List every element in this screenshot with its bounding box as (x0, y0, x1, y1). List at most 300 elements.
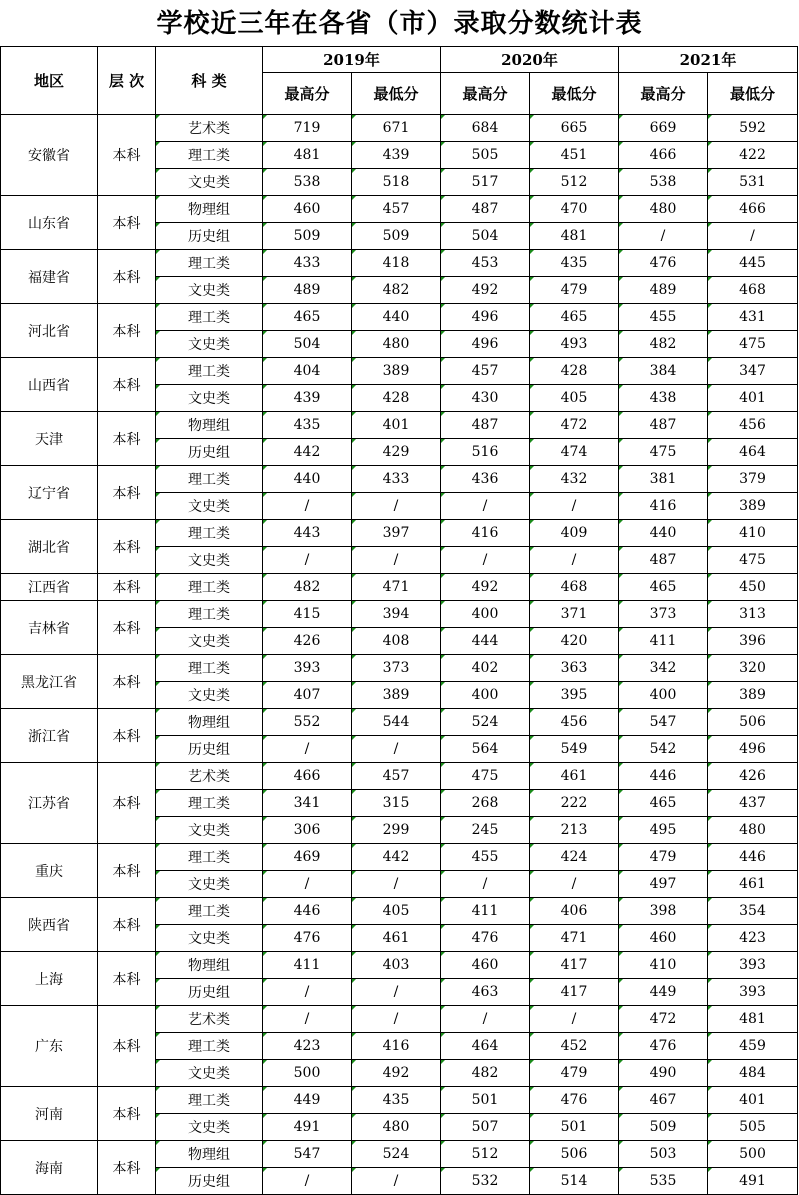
score-cell: 379 (708, 466, 798, 493)
region-cell: 江西省 (1, 574, 98, 601)
score-cell: 418 (352, 250, 441, 277)
score-cell: 466 (263, 763, 352, 790)
score-cell: 500 (708, 1141, 798, 1168)
table-row (1, 250, 798, 277)
score-cell: 505 (441, 142, 530, 169)
region-cell: 福建省 (1, 250, 98, 304)
region-cell: 重庆 (1, 844, 98, 898)
subject-cell: 文史类 (156, 925, 263, 952)
score-cell: 476 (619, 1033, 708, 1060)
score-cell: 417 (530, 952, 619, 979)
score-cell: / (352, 871, 441, 898)
score-cell: 446 (708, 844, 798, 871)
score-cell: 460 (619, 925, 708, 952)
score-cell: 406 (530, 898, 619, 925)
score-cell: / (530, 1006, 619, 1033)
score-cell: / (708, 223, 798, 250)
score-cell: 468 (708, 277, 798, 304)
table-row (1, 466, 798, 493)
score-cell: 482 (441, 1060, 530, 1087)
score-cell: / (530, 493, 619, 520)
score-cell: 564 (441, 736, 530, 763)
score-cell: 480 (619, 196, 708, 223)
score-cell: 398 (619, 898, 708, 925)
score-cell: 471 (352, 574, 441, 601)
score-cell: 479 (619, 844, 708, 871)
score-cell: / (530, 547, 619, 574)
score-cell: 299 (352, 817, 441, 844)
subject-cell: 文史类 (156, 871, 263, 898)
score-cell: 429 (352, 439, 441, 466)
subject-cell: 历史组 (156, 223, 263, 250)
score-cell: 444 (441, 628, 530, 655)
score-cell: 404 (263, 358, 352, 385)
score-cell: 245 (441, 817, 530, 844)
score-cell: 538 (263, 169, 352, 196)
score-cell: 479 (530, 1060, 619, 1087)
table-row (1, 358, 798, 385)
score-cell: 393 (708, 979, 798, 1006)
score-cell: 465 (530, 304, 619, 331)
score-cell: 469 (263, 844, 352, 871)
score-cell: 411 (441, 898, 530, 925)
score-cell: 320 (708, 655, 798, 682)
score-cell: 410 (619, 952, 708, 979)
score-cell: 504 (263, 331, 352, 358)
score-cell: 389 (708, 493, 798, 520)
subject-cell: 文史类 (156, 1060, 263, 1087)
score-cell: 476 (619, 250, 708, 277)
score-cell: 432 (530, 466, 619, 493)
score-cell: / (441, 871, 530, 898)
score-cell: 456 (708, 412, 798, 439)
subject-cell: 艺术类 (156, 1006, 263, 1033)
header-max-2021: 最高分 (619, 73, 708, 115)
score-cell: 394 (352, 601, 441, 628)
score-cell: 461 (708, 871, 798, 898)
score-cell: / (441, 547, 530, 574)
score-cell: 532 (441, 1168, 530, 1195)
level-cell: 本科 (98, 763, 156, 844)
score-cell: 482 (619, 331, 708, 358)
score-cell: 544 (352, 709, 441, 736)
subject-cell: 文史类 (156, 817, 263, 844)
score-cell: 497 (619, 871, 708, 898)
score-cell: / (619, 223, 708, 250)
score-cell: 459 (708, 1033, 798, 1060)
score-cell: 384 (619, 358, 708, 385)
score-cell: / (263, 871, 352, 898)
score-cell: 480 (352, 331, 441, 358)
score-cell: 496 (441, 331, 530, 358)
score-cell: 542 (619, 736, 708, 763)
header-min-2020: 最低分 (530, 73, 619, 115)
score-cell: 552 (263, 709, 352, 736)
subject-cell: 物理组 (156, 1141, 263, 1168)
score-cell: 396 (708, 628, 798, 655)
page-title: 学校近三年在各省（市）录取分数统计表 (156, 9, 643, 39)
score-cell: 400 (441, 601, 530, 628)
score-cell: 487 (441, 196, 530, 223)
subject-cell: 理工类 (156, 142, 263, 169)
region-cell: 山西省 (1, 358, 98, 412)
score-cell: 495 (619, 817, 708, 844)
score-cell: 416 (441, 520, 530, 547)
header-year-2021: 2021年 (619, 47, 798, 73)
score-cell: 465 (619, 790, 708, 817)
subject-cell: 理工类 (156, 520, 263, 547)
table-row (1, 520, 798, 547)
table-row (1, 709, 798, 736)
subject-cell: 文史类 (156, 547, 263, 574)
score-cell: 426 (263, 628, 352, 655)
score-cell: 407 (263, 682, 352, 709)
score-cell: 435 (263, 412, 352, 439)
region-cell: 天津 (1, 412, 98, 466)
score-cell: 411 (263, 952, 352, 979)
subject-cell: 物理组 (156, 412, 263, 439)
score-cell: 442 (352, 844, 441, 871)
score-cell: 313 (708, 601, 798, 628)
header-min-2021: 最低分 (708, 73, 798, 115)
score-cell: 389 (352, 682, 441, 709)
score-cell: 501 (530, 1114, 619, 1141)
score-cell: 468 (530, 574, 619, 601)
subject-cell: 文史类 (156, 682, 263, 709)
level-cell: 本科 (98, 358, 156, 412)
score-cell: 460 (263, 196, 352, 223)
score-cell: 475 (708, 331, 798, 358)
score-cell: / (441, 493, 530, 520)
score-cell: 492 (441, 277, 530, 304)
score-cell: 512 (441, 1141, 530, 1168)
score-cell: 517 (441, 169, 530, 196)
subject-cell: 文史类 (156, 493, 263, 520)
score-cell: 389 (708, 682, 798, 709)
score-cell: 395 (530, 682, 619, 709)
score-cell: 457 (352, 763, 441, 790)
header-level: 层 次 (98, 47, 156, 115)
score-cell: 472 (619, 1006, 708, 1033)
score-cell: 426 (708, 763, 798, 790)
score-cell: 493 (530, 331, 619, 358)
score-cell: 465 (263, 304, 352, 331)
score-cell: 476 (263, 925, 352, 952)
score-cell: 507 (441, 1114, 530, 1141)
score-cell: 400 (441, 682, 530, 709)
subject-cell: 理工类 (156, 898, 263, 925)
score-cell: 471 (530, 925, 619, 952)
score-cell: 509 (263, 223, 352, 250)
score-cell: 506 (530, 1141, 619, 1168)
score-cell: 487 (619, 547, 708, 574)
score-cell: 461 (530, 763, 619, 790)
level-cell: 本科 (98, 1006, 156, 1087)
score-cell: 452 (530, 1033, 619, 1060)
level-cell: 本科 (98, 844, 156, 898)
region-cell: 广东 (1, 1006, 98, 1087)
score-cell: 484 (708, 1060, 798, 1087)
score-cell: / (441, 1006, 530, 1033)
region-cell: 河北省 (1, 304, 98, 358)
subject-cell: 理工类 (156, 844, 263, 871)
subject-cell: 艺术类 (156, 763, 263, 790)
score-cell: 405 (352, 898, 441, 925)
score-cell: 514 (530, 1168, 619, 1195)
score-cell: 416 (352, 1033, 441, 1060)
subject-cell: 文史类 (156, 169, 263, 196)
level-cell: 本科 (98, 709, 156, 763)
score-cell: 457 (352, 196, 441, 223)
level-cell: 本科 (98, 196, 156, 250)
region-cell: 浙江省 (1, 709, 98, 763)
table-row (1, 844, 798, 871)
score-cell: / (530, 871, 619, 898)
score-cell: 417 (530, 979, 619, 1006)
score-cell: 509 (619, 1114, 708, 1141)
score-cell: 475 (441, 763, 530, 790)
score-cell: 524 (441, 709, 530, 736)
score-cell: 535 (619, 1168, 708, 1195)
score-cell: 408 (352, 628, 441, 655)
header-year-2019: 2019年 (263, 47, 441, 73)
score-cell: 373 (352, 655, 441, 682)
subject-cell: 历史组 (156, 979, 263, 1006)
score-cell: 455 (441, 844, 530, 871)
score-cell: 503 (619, 1141, 708, 1168)
score-cell: / (263, 736, 352, 763)
score-cell: 442 (263, 439, 352, 466)
subject-cell: 文史类 (156, 1114, 263, 1141)
table-row (1, 196, 798, 223)
subject-cell: 文史类 (156, 628, 263, 655)
score-cell: 492 (441, 574, 530, 601)
score-cell: / (352, 1168, 441, 1195)
score-cell: 446 (263, 898, 352, 925)
table-row (1, 1141, 798, 1168)
score-cell: 393 (263, 655, 352, 682)
header-year-2020: 2020年 (441, 47, 619, 73)
score-cell: 347 (708, 358, 798, 385)
score-cell: 428 (352, 385, 441, 412)
score-cell: 476 (530, 1087, 619, 1114)
score-cell: 449 (263, 1087, 352, 1114)
header-subject: 科 类 (156, 47, 263, 115)
region-cell: 海南 (1, 1141, 98, 1195)
score-cell: / (352, 1006, 441, 1033)
score-cell: 424 (530, 844, 619, 871)
score-cell: / (263, 1006, 352, 1033)
score-cell: 464 (708, 439, 798, 466)
score-cell: 422 (708, 142, 798, 169)
score-cell: 665 (530, 115, 619, 142)
score-cell: 475 (619, 439, 708, 466)
score-cell: 400 (619, 682, 708, 709)
score-cell: 342 (619, 655, 708, 682)
header-region: 地区 (1, 47, 98, 115)
score-cell: 341 (263, 790, 352, 817)
score-cell: 354 (708, 898, 798, 925)
score-cell: 464 (441, 1033, 530, 1060)
region-cell: 安徽省 (1, 115, 98, 196)
score-cell: 409 (530, 520, 619, 547)
score-cell: 389 (352, 358, 441, 385)
score-cell: 439 (263, 385, 352, 412)
score-cell: 428 (530, 358, 619, 385)
subject-cell: 物理组 (156, 952, 263, 979)
score-cell: 489 (619, 277, 708, 304)
score-cell: 472 (530, 412, 619, 439)
score-cell: 439 (352, 142, 441, 169)
score-cell: / (352, 979, 441, 1006)
subject-cell: 文史类 (156, 331, 263, 358)
table-row (1, 655, 798, 682)
score-cell: 500 (263, 1060, 352, 1087)
score-cell: 463 (441, 979, 530, 1006)
score-cell: / (263, 547, 352, 574)
level-cell: 本科 (98, 601, 156, 655)
table-row (1, 1087, 798, 1114)
score-cell: 433 (263, 250, 352, 277)
score-cell: 489 (263, 277, 352, 304)
score-cell: 549 (530, 736, 619, 763)
score-cell: 467 (619, 1087, 708, 1114)
region-cell: 上海 (1, 952, 98, 1006)
score-cell: 461 (352, 925, 441, 952)
score-cell: 505 (708, 1114, 798, 1141)
score-cell: 430 (441, 385, 530, 412)
score-cell: 524 (352, 1141, 441, 1168)
subject-cell: 理工类 (156, 1087, 263, 1114)
score-cell: 451 (530, 142, 619, 169)
score-cell: 466 (619, 142, 708, 169)
subject-cell: 理工类 (156, 601, 263, 628)
region-cell: 江苏省 (1, 763, 98, 844)
score-cell: 487 (619, 412, 708, 439)
score-cell: 435 (352, 1087, 441, 1114)
score-cell: 411 (619, 628, 708, 655)
score-cell: 516 (441, 439, 530, 466)
table-row (1, 412, 798, 439)
score-cell: 433 (352, 466, 441, 493)
table-body (1, 115, 798, 1195)
level-cell: 本科 (98, 1141, 156, 1195)
score-cell: 450 (708, 574, 798, 601)
admission-score-table (0, 46, 798, 1195)
score-cell: 371 (530, 601, 619, 628)
score-cell: 501 (441, 1087, 530, 1114)
subject-cell: 理工类 (156, 304, 263, 331)
score-cell: 669 (619, 115, 708, 142)
subject-cell: 理工类 (156, 250, 263, 277)
score-cell: 315 (352, 790, 441, 817)
score-cell: 415 (263, 601, 352, 628)
subject-cell: 理工类 (156, 790, 263, 817)
score-cell: 470 (530, 196, 619, 223)
subject-cell: 理工类 (156, 1033, 263, 1060)
score-cell: 518 (352, 169, 441, 196)
region-cell: 辽宁省 (1, 466, 98, 520)
score-cell: 504 (441, 223, 530, 250)
level-cell: 本科 (98, 466, 156, 520)
subject-cell: 历史组 (156, 439, 263, 466)
score-cell: 481 (530, 223, 619, 250)
score-cell: 402 (441, 655, 530, 682)
score-cell: 410 (708, 520, 798, 547)
score-cell: 547 (263, 1141, 352, 1168)
subject-cell: 理工类 (156, 655, 263, 682)
score-cell: 401 (352, 412, 441, 439)
score-cell: 423 (263, 1033, 352, 1060)
score-cell: 373 (619, 601, 708, 628)
score-cell: 476 (441, 925, 530, 952)
subject-cell: 历史组 (156, 736, 263, 763)
score-cell: 405 (530, 385, 619, 412)
score-cell: 509 (352, 223, 441, 250)
score-cell: 397 (352, 520, 441, 547)
score-cell: 381 (619, 466, 708, 493)
score-cell: 440 (619, 520, 708, 547)
score-cell: 393 (708, 952, 798, 979)
score-cell: 481 (708, 1006, 798, 1033)
score-cell: 449 (619, 979, 708, 1006)
subject-cell: 文史类 (156, 385, 263, 412)
header-max-2019: 最高分 (263, 73, 352, 115)
score-cell: 506 (708, 709, 798, 736)
score-cell: 401 (708, 385, 798, 412)
level-cell: 本科 (98, 655, 156, 709)
score-cell: 440 (352, 304, 441, 331)
score-cell: 487 (441, 412, 530, 439)
region-cell: 湖北省 (1, 520, 98, 574)
score-cell: 437 (708, 790, 798, 817)
score-cell: 443 (263, 520, 352, 547)
score-cell: 457 (441, 358, 530, 385)
header-max-2020: 最高分 (441, 73, 530, 115)
table-row (1, 601, 798, 628)
table-row (1, 1006, 798, 1033)
score-cell: 456 (530, 709, 619, 736)
subject-cell: 理工类 (156, 466, 263, 493)
score-cell: 480 (708, 817, 798, 844)
score-cell: 475 (708, 547, 798, 574)
score-cell: 446 (619, 763, 708, 790)
score-cell: 436 (441, 466, 530, 493)
score-cell: 474 (530, 439, 619, 466)
score-cell: 719 (263, 115, 352, 142)
score-cell: / (263, 1168, 352, 1195)
table-row (1, 115, 798, 142)
score-cell: 401 (708, 1087, 798, 1114)
score-cell: 671 (352, 115, 441, 142)
score-cell: 466 (708, 196, 798, 223)
score-cell: 490 (619, 1060, 708, 1087)
subject-cell: 物理组 (156, 196, 263, 223)
score-cell: 480 (352, 1114, 441, 1141)
level-cell: 本科 (98, 304, 156, 358)
region-cell: 吉林省 (1, 601, 98, 655)
region-cell: 陕西省 (1, 898, 98, 952)
score-cell: 453 (441, 250, 530, 277)
score-cell: 592 (708, 115, 798, 142)
level-cell: 本科 (98, 574, 156, 601)
score-cell: 438 (619, 385, 708, 412)
score-cell: 479 (530, 277, 619, 304)
region-cell: 山东省 (1, 196, 98, 250)
score-cell: / (263, 979, 352, 1006)
table-row (1, 898, 798, 925)
level-cell: 本科 (98, 1087, 156, 1141)
